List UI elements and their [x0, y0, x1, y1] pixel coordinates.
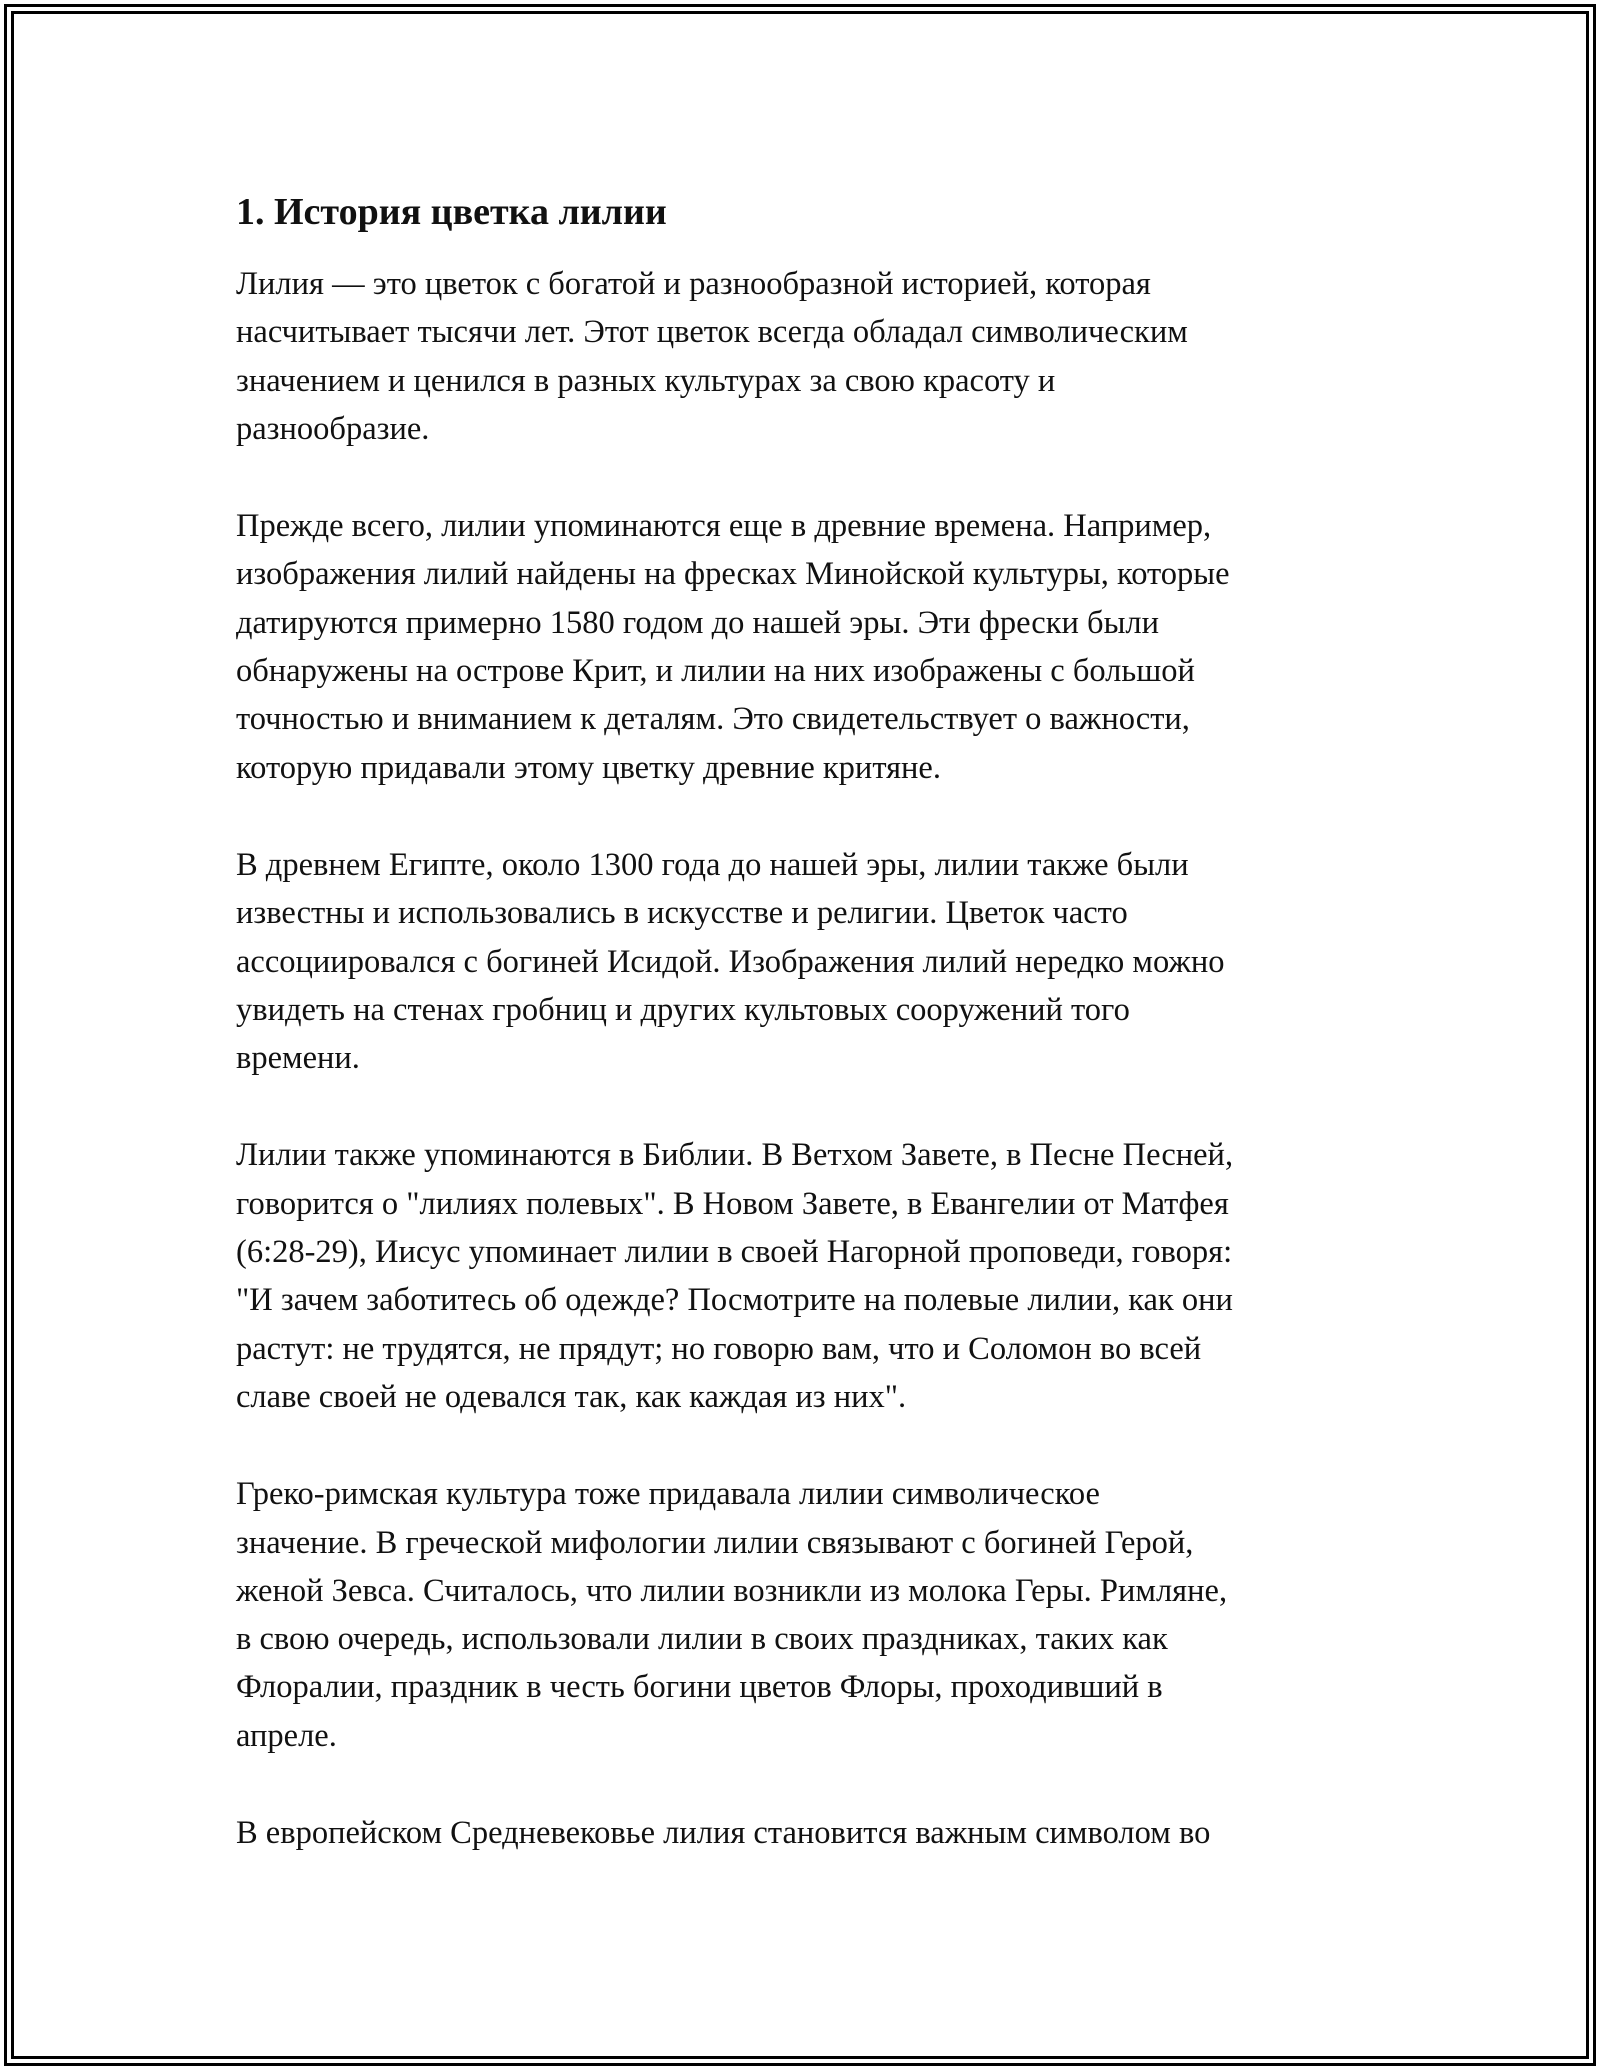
- text-line: Греко-римская культура тоже придавала лилии символическое: [236, 1476, 1100, 1513]
- text-line: известны и использовались в искусстве и религии. Цветок часто: [236, 895, 1128, 932]
- text-line: В древнем Египте, около 1300 года до нашей эры, лилии также были: [236, 846, 1189, 883]
- text-line: растут: не трудятся, не прядут; но говорю вам, что и Соломон во всей: [236, 1330, 1202, 1367]
- text-line: женой Зевса. Считалось, что лилии возникли из молока Геры. Римляне,: [236, 1572, 1228, 1609]
- text-line: апреле.: [236, 1717, 337, 1754]
- text-line: которую придавали этому цветку древние критяне.: [236, 749, 941, 786]
- text-line: датируются примерно 1580 годом до нашей эры. Эти фрески были: [236, 604, 1160, 641]
- text-line: В европейском Средневековье лилия становится важным символом во: [236, 1815, 1211, 1852]
- paragraph-3: [236, 841, 1386, 1082]
- text-line: точностью и вниманием к деталям. Это свидетельствует о важности,: [236, 701, 1190, 738]
- paragraph-5: [236, 1470, 1386, 1760]
- text-line: изображения лилий найдены на фресках Минойской культуры, которые: [236, 556, 1230, 593]
- text-line: Флоралии, праздник в честь богини цветов Флоры, проходивший в: [236, 1669, 1163, 1706]
- text-line: славе своей не одевался так, как каждая из них".: [236, 1378, 907, 1415]
- text-line: (6:28-29), Иисус упоминает лилии в своей Нагорной проповеди, говоря:: [236, 1234, 1233, 1271]
- paragraph-2: [236, 502, 1386, 792]
- text-line: увидеть на стенах гробниц и других культовых сооружений того: [236, 991, 1130, 1028]
- text-line: ассоциировался с богиней Исидой. Изображения лилий нередко можно: [236, 943, 1225, 980]
- text-line: времени.: [236, 1040, 360, 1077]
- text-line: Лилия — это цветок с богатой и разнообразной историей, которая: [236, 266, 1151, 302]
- text-line: "И зачем заботитесь об одежде? Посмотрите на полевые лилии, как они: [236, 1282, 1233, 1319]
- text-line: обнаружены на острове Крит, и лилии на них изображены с большой: [236, 653, 1195, 690]
- text-line: Прежде всего, лилии упоминаются еще в древние времена. Например,: [236, 508, 1212, 545]
- paragraph-6: [236, 1809, 1386, 1857]
- text-line: значение. В греческой мифологии лилии связывают с богиней Герой,: [236, 1524, 1194, 1561]
- text-line: Лилии также упоминаются в Библии. В Ветхом Завете, в Песне Песней,: [236, 1137, 1234, 1174]
- text-line: в свою очередь, использовали лилии в своих праздниках, таких как: [236, 1621, 1168, 1658]
- document-body: [236, 186, 1386, 1857]
- text-line: значением и ценился в разных культурах за свою красоту и: [236, 362, 1056, 399]
- text-line: насчитывает тысячи лет. Этот цветок всегда обладал символическим: [236, 314, 1188, 351]
- text-line: говорится о "лилиях полевых". В Новом Завете, в Евангелии от Матфея: [236, 1185, 1229, 1222]
- paragraph-4: [236, 1131, 1386, 1421]
- paragraph-1: [236, 260, 1386, 453]
- text-line: разнообразие.: [236, 410, 430, 447]
- section-heading: 1. История цветка лилии: [236, 191, 667, 233]
